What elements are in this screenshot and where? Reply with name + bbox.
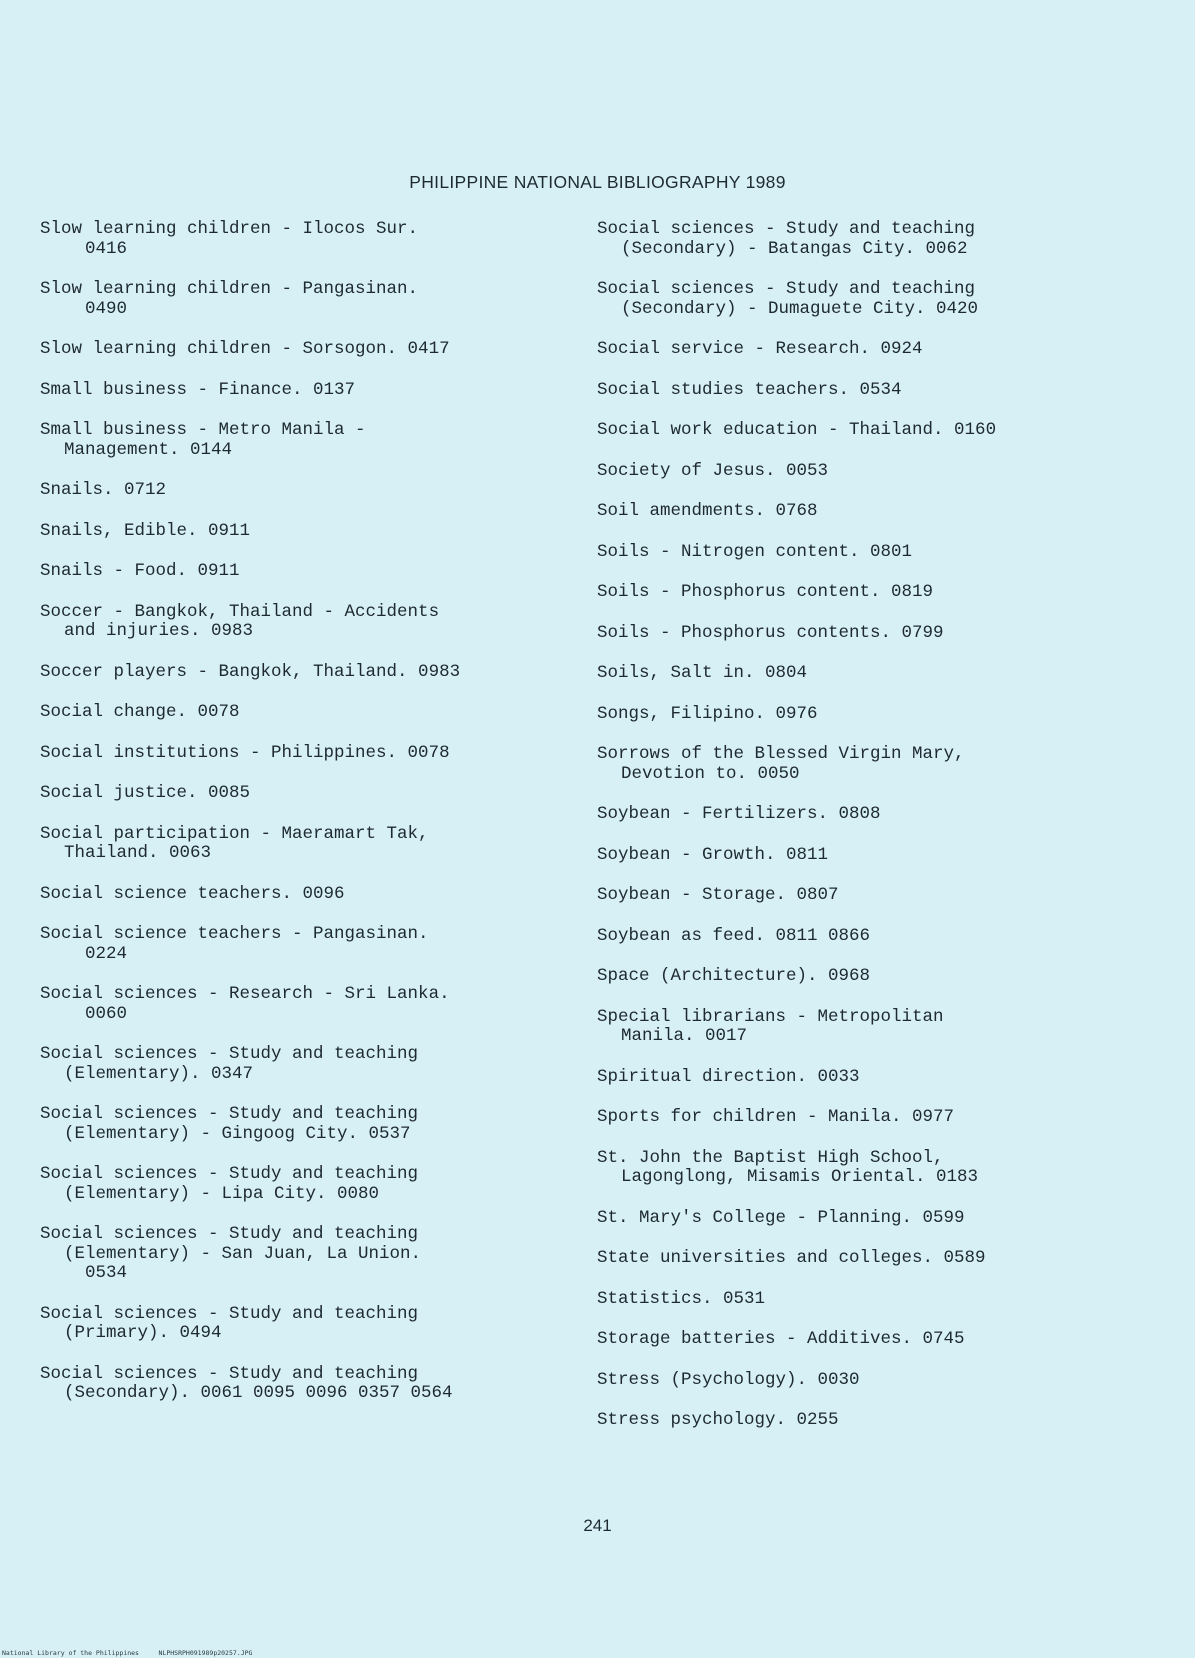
entry-heading-line: Small business - Metro Manila - <box>40 420 366 440</box>
entry-heading-line: Social justice. 0085 <box>40 783 251 803</box>
entry-heading-line: St. Mary's College - Planning. 0599 <box>597 1207 965 1228</box>
entry-heading-line: Storage batteries - Additives. 0745 <box>597 1329 965 1349</box>
index-entry <box>597 967 1157 987</box>
left-column <box>40 220 560 1425</box>
entry-heading-line: Soybean - Storage. 0807 <box>597 885 839 905</box>
index-entry <box>40 340 560 360</box>
entry-continuation-line: (Elementary) - Gingoog City. 0537 <box>64 1123 411 1144</box>
entry-continuation-line: 0490 <box>64 298 128 319</box>
index-entry <box>40 663 560 683</box>
index-entry <box>40 280 560 319</box>
page-title: PHILIPPINE NATIONAL BIBLIOGRAPHY 1989 <box>409 172 786 192</box>
index-entry <box>40 1165 560 1204</box>
entry-heading-line: Social sciences - Study and teaching <box>40 1044 419 1064</box>
index-entry <box>40 985 560 1024</box>
entry-heading-line: Social sciences - Study and teaching <box>597 279 976 299</box>
index-entry <box>40 885 560 905</box>
entry-continuation-line: 0224 <box>64 943 128 964</box>
entry-heading-line: Social change. 0078 <box>40 702 240 722</box>
entry-heading-line: Snails, Edible. 0911 <box>40 520 251 541</box>
entry-heading-line: Social sciences - Research - Sri Lanka. <box>40 984 450 1004</box>
index-entry <box>597 502 1157 522</box>
index-entry <box>40 1365 560 1404</box>
entry-heading-line: Soil amendments. 0768 <box>597 501 818 521</box>
entry-heading-line: Soccer - Bangkok, Thailand - Accidents <box>40 601 440 622</box>
entry-heading-line: Sports for children - Manila. 0977 <box>597 1107 955 1127</box>
page-number: 241 <box>583 1516 612 1535</box>
index-entry <box>597 927 1157 947</box>
index-entry <box>597 1108 1157 1128</box>
entry-continuation-line: (Secondary). 0061 0095 0096 0357 0564 <box>64 1383 453 1403</box>
entry-heading-line: St. John the Baptist High School, <box>597 1147 944 1168</box>
footer-caption: National Library of the Philippines NLPHSRPH091989p20257.JPG <box>2 1649 253 1657</box>
index-entry <box>597 664 1157 684</box>
entry-continuation-line: (Secondary) - Batangas City. 0062 <box>621 238 968 259</box>
index-entry <box>597 1068 1157 1088</box>
entry-heading-line: Soils, Salt in. 0804 <box>597 663 808 683</box>
index-entry <box>40 1305 560 1344</box>
entry-continuation-line: (Secondary) - Dumaguete City. 0420 <box>621 298 979 319</box>
index-entry <box>597 543 1157 563</box>
entry-heading-line: Social institutions - Philippines. 0078 <box>40 742 450 763</box>
entry-heading-line: Stress (Psychology). 0030 <box>597 1369 860 1390</box>
index-entry <box>597 805 1157 825</box>
entry-heading-line: Social sciences - Study and teaching <box>40 1363 419 1384</box>
entry-heading-line: Social studies teachers. 0534 <box>597 379 902 400</box>
index-entry <box>597 280 1157 319</box>
index-entry <box>597 1330 1157 1350</box>
index-entry <box>597 886 1157 906</box>
entry-heading-line: Small business - Finance. 0137 <box>40 379 356 400</box>
index-entry <box>597 462 1157 482</box>
entry-heading-line: State universities and colleges. 0589 <box>597 1248 986 1268</box>
index-entry <box>40 703 560 723</box>
right-column <box>597 220 1157 1452</box>
entry-heading-line: Stress psychology. 0255 <box>597 1410 839 1430</box>
entry-heading-line: Social sciences - Study and teaching <box>40 1224 419 1244</box>
entry-heading-line: Soybean - Growth. 0811 <box>597 844 829 865</box>
index-entry <box>40 925 560 964</box>
index-entry <box>40 1225 560 1284</box>
entry-heading-line: Soybean as feed. 0811 0866 <box>597 925 871 946</box>
entry-heading-line: Soccer players - Bangkok, Thailand. 0983 <box>40 661 461 682</box>
index-entry <box>40 1105 560 1144</box>
index-entry <box>597 705 1157 725</box>
entry-heading-line: Social sciences - Study and teaching <box>40 1303 419 1324</box>
index-entry <box>597 220 1157 259</box>
index-entry <box>597 846 1157 866</box>
entry-heading-line: Slow learning children - Pangasinan. <box>40 279 419 299</box>
entry-continuation-line: (Elementary) - Lipa City. 0080 <box>64 1183 380 1204</box>
entry-heading-line: Society of Jesus. 0053 <box>597 460 829 481</box>
index-entry <box>597 1290 1157 1310</box>
entry-heading-line: Special librarians - Metropolitan <box>597 1006 944 1027</box>
entry-continuation-line: 0416 <box>64 238 128 259</box>
index-entry <box>40 220 560 259</box>
index-entry <box>40 603 560 642</box>
entry-continuation-line: Devotion to. 0050 <box>621 763 800 784</box>
entry-continuation-line: Management. 0144 <box>64 439 233 460</box>
entry-heading-line: Social work education - Thailand. 0160 <box>597 420 997 440</box>
entry-heading-line: Social service - Research. 0924 <box>597 339 923 359</box>
entry-continuation-line: 0534 <box>64 1263 128 1283</box>
entry-continuation-line: Thailand. 0063 <box>64 843 212 863</box>
index-entry <box>597 340 1157 360</box>
entry-continuation-line: Manila. 0017 <box>621 1026 748 1046</box>
entry-continuation-line: (Primary). 0494 <box>64 1323 222 1343</box>
entry-continuation-line: (Elementary) - San Juan, La Union. <box>64 1243 422 1264</box>
index-entry <box>597 1008 1157 1047</box>
index-entry <box>40 562 560 582</box>
index-entry <box>40 1045 560 1084</box>
entry-heading-line: Soils - Phosphorus contents. 0799 <box>597 622 944 643</box>
entry-continuation-line: and injuries. 0983 <box>64 621 254 641</box>
index-entry <box>597 1411 1157 1431</box>
index-entry <box>40 421 560 460</box>
entry-heading-line: Soils - Phosphorus content. 0819 <box>597 582 934 602</box>
entry-heading-line: Songs, Filipino. 0976 <box>597 703 818 724</box>
entry-heading-line: Space (Architecture). 0968 <box>597 966 871 986</box>
index-entry <box>597 1149 1157 1188</box>
index-entry <box>40 744 560 764</box>
entry-continuation-line: (Elementary). 0347 <box>64 1063 254 1084</box>
entry-heading-line: Snails. 0712 <box>40 480 167 500</box>
index-entry <box>597 421 1157 441</box>
entry-heading-line: Social science teachers - Pangasinan. <box>40 924 429 944</box>
entry-heading-line: Slow learning children - Ilocos Sur. <box>40 219 419 239</box>
entry-heading-line: Social participation - Maeramart Tak, <box>40 823 429 844</box>
entry-heading-line: Social science teachers. 0096 <box>40 883 345 904</box>
entry-heading-line: Soils - Nitrogen content. 0801 <box>597 541 913 562</box>
index-entry <box>597 745 1157 784</box>
entry-heading-line: Statistics. 0531 <box>597 1288 766 1309</box>
index-entry <box>597 1371 1157 1391</box>
index-entry <box>40 522 560 542</box>
entry-heading-line: Slow learning children - Sorsogon. 0417 <box>40 339 450 359</box>
index-entry <box>40 481 560 501</box>
index-entry <box>597 381 1157 401</box>
index-entry <box>597 624 1157 644</box>
entry-heading-line: Sorrows of the Blessed Virgin Mary, <box>597 744 965 764</box>
entry-continuation-line: Lagonglong, Misamis Oriental. 0183 <box>621 1167 979 1187</box>
entry-heading-line: Snails - Food. 0911 <box>40 561 240 581</box>
index-entry <box>597 1209 1157 1229</box>
entry-continuation-line: 0060 <box>64 1003 128 1024</box>
index-entry <box>40 381 560 401</box>
index-entry <box>40 784 560 804</box>
entry-heading-line: Social sciences - Study and teaching <box>40 1164 419 1184</box>
index-entry <box>597 583 1157 603</box>
entry-heading-line: Social sciences - Study and teaching <box>40 1104 419 1124</box>
entry-heading-line: Soybean - Fertilizers. 0808 <box>597 804 881 824</box>
entry-heading-line: Spiritual direction. 0033 <box>597 1066 860 1087</box>
index-entry <box>597 1249 1157 1269</box>
index-entry <box>40 825 560 864</box>
entry-heading-line: Social sciences - Study and teaching <box>597 219 976 239</box>
